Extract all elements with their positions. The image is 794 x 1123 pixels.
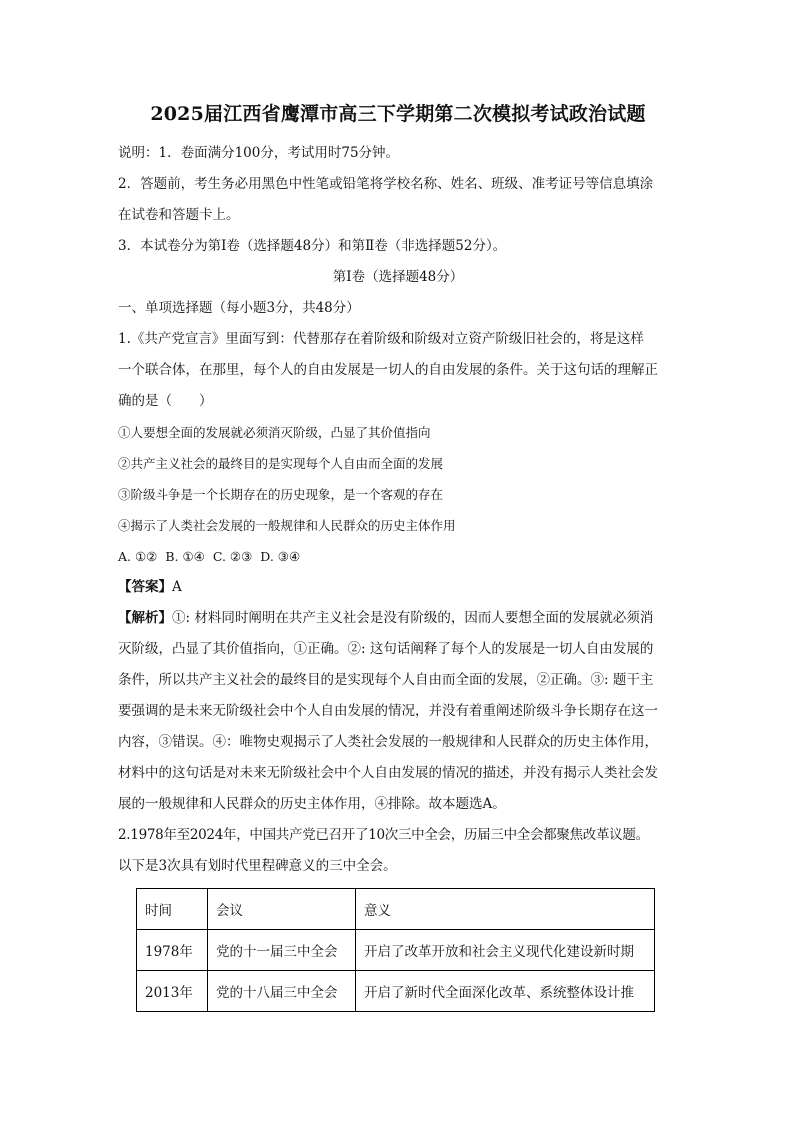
table-row — [137, 971, 655, 1012]
q1-stem-line-1: 1.《共产党宣言》里面写到：代替那存在着阶级和阶级对立资产阶级旧社会的，将是这样 — [118, 331, 644, 347]
answer-value: A — [172, 579, 182, 595]
part-heading: 第Ⅰ卷（选择题48分） — [332, 269, 464, 285]
q1-stem-line-3: 确的是（ ） — [118, 393, 213, 409]
q1-analysis-line-5: 内容，③错误。④：唯物史观揭示了人类社会发展的一般规律和人民群众的历史主体作用， — [118, 734, 658, 750]
q1-stem-line-2: 一个联合体，在那里，每个人的自由发展是一切人的自由发展的条件。关于这句话的理解正 — [118, 362, 658, 378]
q1-statement-4: ④揭示了人类社会发展的一般规律和人民群众的历史主体作用 — [118, 518, 456, 533]
question-2 — [118, 820, 678, 1012]
instruction-2: 2．答题前，考生务必用黑色中性笔或铅笔将学校名称、姓名、班级、准考证号等信息填涂 — [118, 176, 654, 192]
q1-statement-1: ①人要想全面的发展就必须消灭阶级，凸显了其价值指向 — [118, 425, 431, 440]
table-header-cell: 意义 — [356, 889, 655, 930]
q2-stem-line-1: 2.1978年至2024年，中国共产党已召开了10次三中全会，历届三中全会都聚焦改革议题。 — [118, 827, 649, 843]
table-cell: 党的十一届三中全会 — [208, 930, 356, 971]
q1-analysis-line-2: 灭阶级，凸显了其价值指向，①正确。②: 这句话阐释了每个人的发展是一切人自由发展的 — [118, 641, 654, 657]
exam-title: 2025届江西省鹰潭市高三下学期第二次模拟考试政治试题 — [150, 103, 646, 125]
q1-statement-2: ②共产主义社会的最终目的是实现每个人自由而全面的发展 — [118, 456, 444, 471]
section-heading: 一、单项选择题（每小题3分，共48分） — [118, 300, 360, 316]
instruction-3: 3．本试卷分为第Ⅰ卷（选择题48分）和第Ⅱ卷（非选择题52分）。 — [118, 238, 507, 254]
exam-page — [118, 100, 678, 1012]
table-cell: 开启了新时代全面深化改革、系统整体设计推 — [356, 971, 655, 1012]
instruction-2-cont: 在试卷和答题卡上。 — [118, 207, 240, 223]
q1-choices: A. ①② B. ①④ C. ②③ D. ③④ — [118, 549, 301, 564]
table-header-cell: 时间 — [137, 889, 208, 930]
analysis-tag: 【解析】 — [118, 610, 172, 626]
q1-analysis-line-4: 要强调的是未来无阶级社会中个人自由发展的情况，并没有着重阐述阶级斗争长期存在这一 — [118, 703, 658, 719]
q2-stem-line-2: 以下是3次具有划时代里程碑意义的三中全会。 — [118, 858, 397, 874]
table-cell: 党的十八届三中全会 — [208, 971, 356, 1012]
q1-statement-3: ③阶级斗争是一个长期存在的历史现象，是一个客观的存在 — [118, 487, 444, 502]
q1-analysis-line-7: 展的一般规律和人民群众的历史主体作用，④排除。故本题选A。 — [118, 796, 506, 812]
table-cell: 2013年 — [137, 971, 208, 1012]
question-1 — [118, 324, 678, 820]
q1-answer — [118, 572, 678, 603]
q1-analysis-line-6: 材料中的这句话是对未来无阶级社会中个人自由发展的情况的描述，并没有揭示人类社会发 — [118, 765, 658, 781]
q1-analysis-line-1 — [118, 603, 678, 634]
table-cell: 开启了改革开放和社会主义现代化建设新时期 — [356, 930, 655, 971]
table-header-row — [137, 889, 655, 930]
instruction-1: 说明：1．卷面满分100分，考试用时75分钟。 — [118, 145, 400, 161]
answer-tag: 【答案】 — [118, 579, 172, 595]
analysis-text-1: ①: 材料同时阐明在共产主义社会是没有阶级的，因而人要想全面的发展就必须消 — [172, 610, 654, 626]
plenum-table — [136, 888, 655, 1012]
table-header-cell: 会议 — [208, 889, 356, 930]
table-row — [137, 930, 655, 971]
table-cell: 1978年 — [137, 930, 208, 971]
q1-analysis-line-3: 条件，所以共产主义社会的最终目的是实现每个人自由而全面的发展，②正确。③: 题干主 — [118, 672, 654, 688]
